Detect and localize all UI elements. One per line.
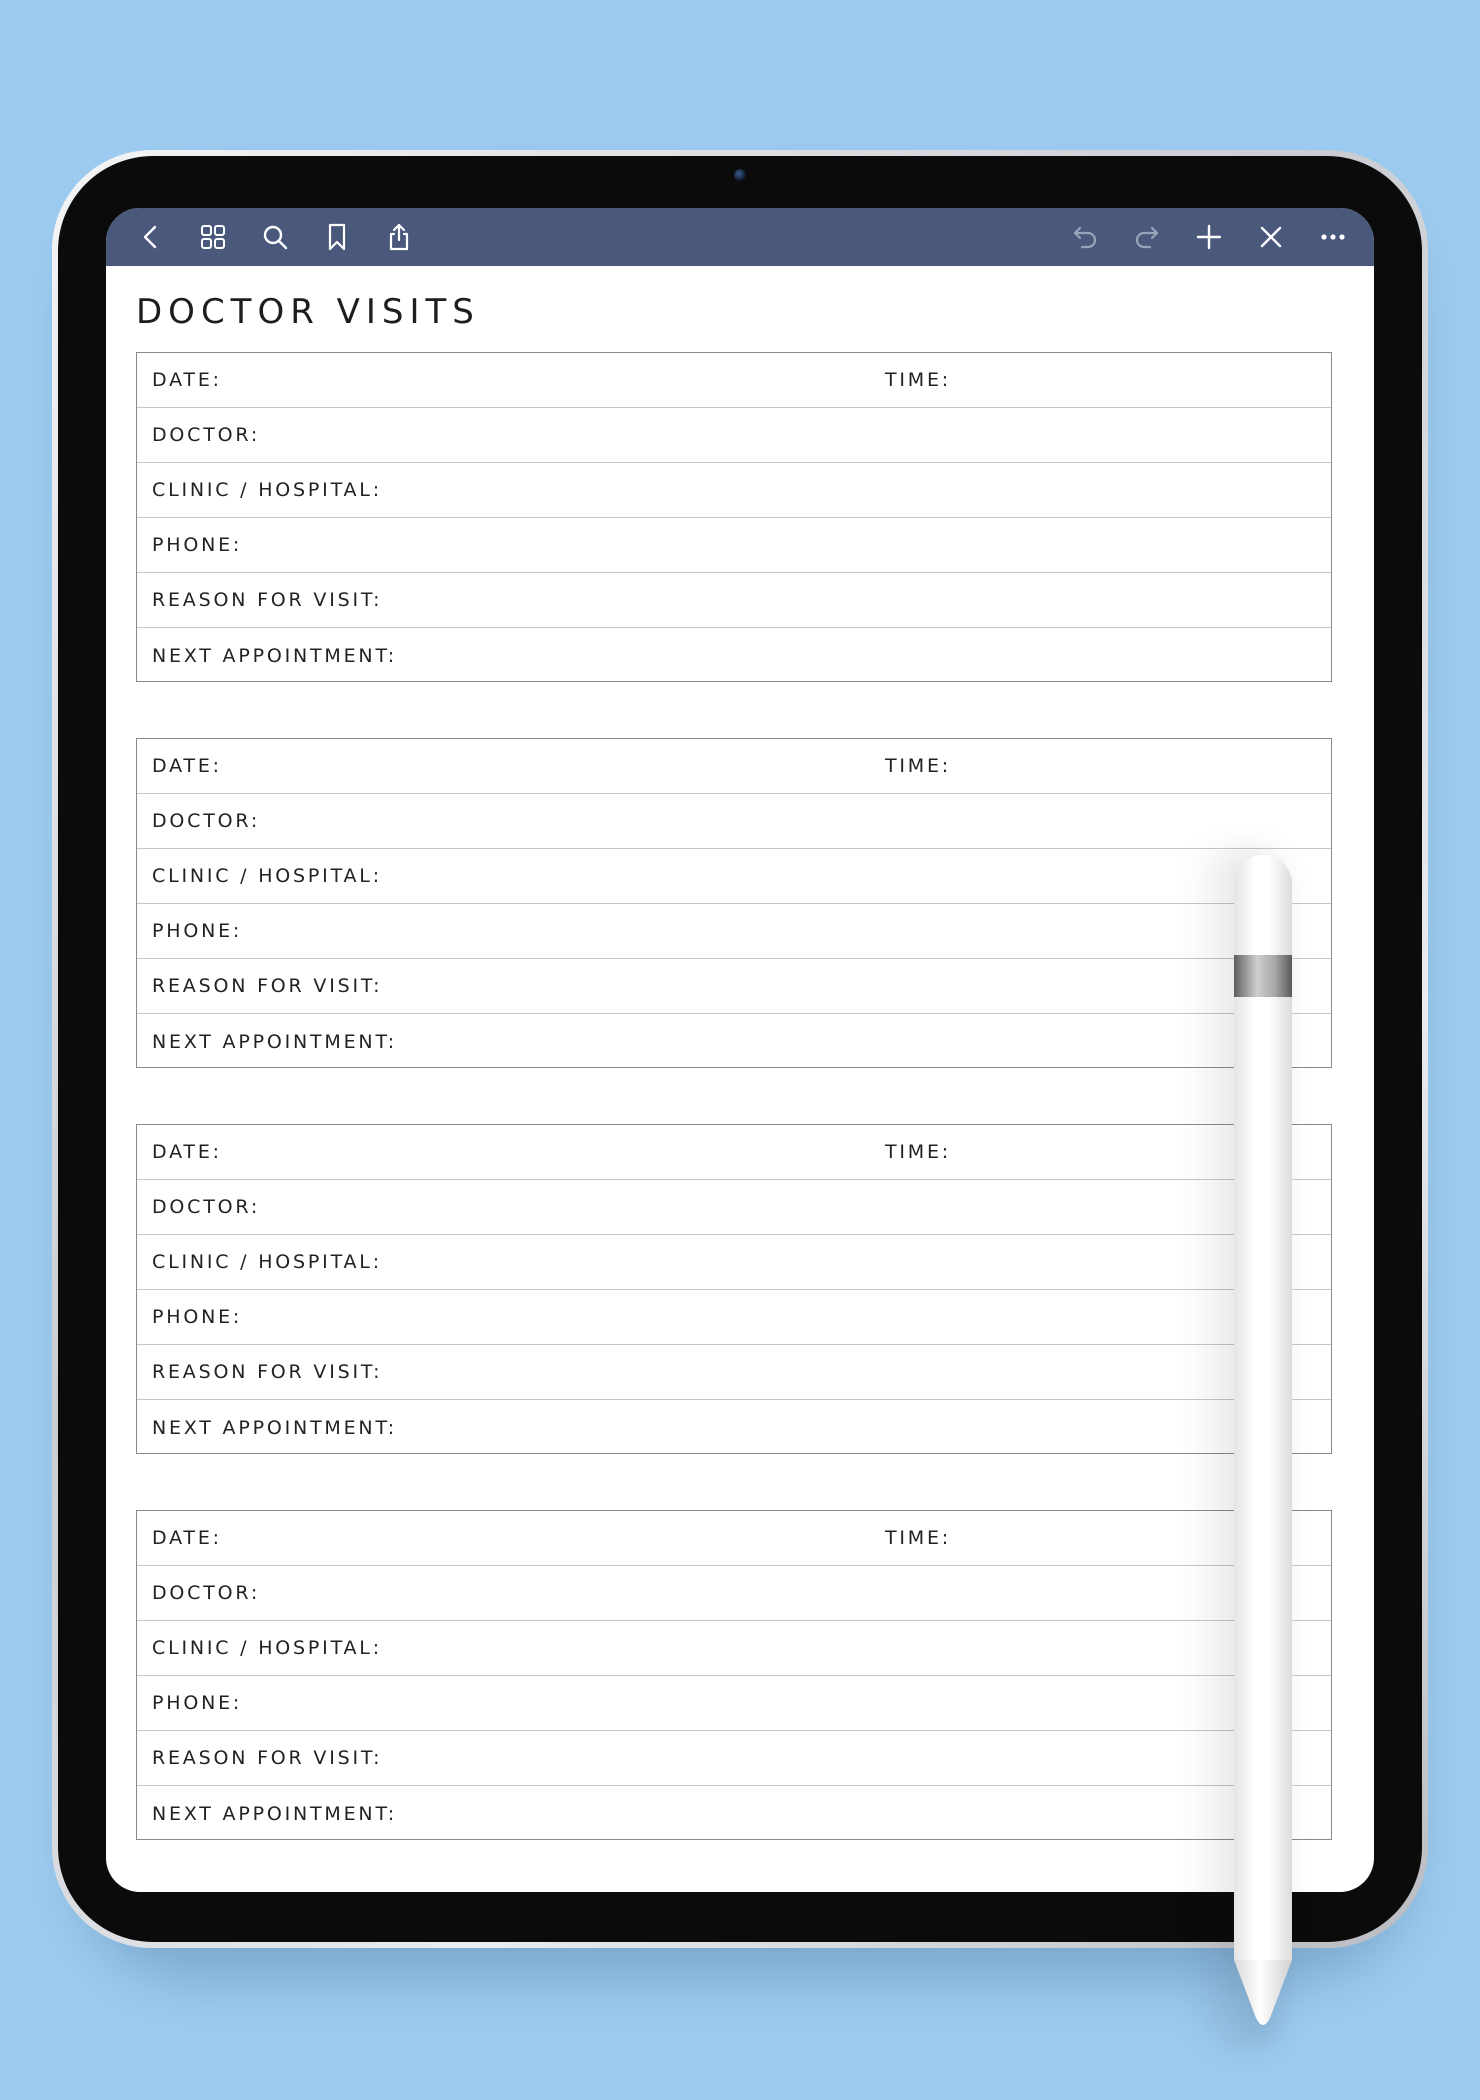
redo-button[interactable]: [1116, 208, 1178, 266]
reason-row[interactable]: [137, 1345, 1331, 1400]
clinic-row[interactable]: [137, 849, 1331, 904]
doctor-row[interactable]: [137, 794, 1331, 849]
next-appointment-row[interactable]: [137, 1014, 1331, 1069]
share-icon: [384, 222, 414, 252]
pen-close-icon: [1256, 222, 1286, 252]
date-label: DATE:: [152, 1141, 222, 1163]
redo-icon: [1132, 222, 1162, 252]
more-button[interactable]: [1302, 208, 1364, 266]
phone-row[interactable]: [137, 904, 1331, 959]
toolbar-left-group: [106, 208, 430, 266]
plus-icon: [1194, 222, 1224, 252]
reason-label: REASON FOR VISIT:: [152, 1747, 383, 1769]
doctor-label: DOCTOR:: [152, 424, 261, 446]
share-button[interactable]: [368, 208, 430, 266]
phone-label: PHONE:: [152, 1306, 243, 1328]
apple-pencil: [1234, 855, 1292, 1965]
undo-icon: [1070, 222, 1100, 252]
phone-row[interactable]: [137, 518, 1331, 573]
next-appointment-row[interactable]: [137, 1400, 1331, 1455]
visit-block-1: [136, 352, 1332, 682]
more-icon: [1318, 222, 1348, 252]
visit-block-3: [136, 1124, 1332, 1454]
doctor-row[interactable]: [137, 1180, 1331, 1235]
chevron-left-icon: [136, 222, 166, 252]
toolbar-right-group: [1054, 208, 1374, 266]
front-camera: [734, 169, 746, 181]
phone-row[interactable]: [137, 1290, 1331, 1345]
time-label: TIME:: [885, 1141, 952, 1163]
ipad-screen: [106, 208, 1374, 1892]
back-button[interactable]: [120, 208, 182, 266]
search-button[interactable]: [244, 208, 306, 266]
next-appointment-label: NEXT APPOINTMENT:: [152, 644, 397, 667]
clinic-row[interactable]: [137, 1621, 1331, 1676]
next-appointment-row[interactable]: [137, 1786, 1331, 1841]
clinic-label: CLINIC / HOSPITAL:: [152, 479, 382, 501]
bookmark-button[interactable]: [306, 208, 368, 266]
reason-row[interactable]: [137, 959, 1331, 1014]
next-appointment-label: NEXT APPOINTMENT:: [152, 1030, 397, 1053]
date-time-row[interactable]: [137, 739, 1331, 794]
reason-label: REASON FOR VISIT:: [152, 975, 383, 997]
reason-row[interactable]: [137, 1731, 1331, 1786]
reason-label: REASON FOR VISIT:: [152, 589, 383, 611]
date-time-row[interactable]: [137, 353, 1331, 408]
clinic-label: CLINIC / HOSPITAL:: [152, 1637, 382, 1659]
doctor-label: DOCTOR:: [152, 1196, 261, 1218]
date-time-row[interactable]: [137, 1511, 1331, 1566]
page-title: DOCTOR VISITS: [136, 292, 480, 332]
thumbnails-button[interactable]: [182, 208, 244, 266]
search-icon: [260, 222, 290, 252]
clinic-row[interactable]: [137, 463, 1331, 518]
bookmark-icon: [322, 222, 352, 252]
grid-icon: [198, 222, 228, 252]
phone-label: PHONE:: [152, 920, 243, 942]
phone-row[interactable]: [137, 1676, 1331, 1731]
clinic-row[interactable]: [137, 1235, 1331, 1290]
reason-label: REASON FOR VISIT:: [152, 1361, 383, 1383]
phone-label: PHONE:: [152, 534, 243, 556]
pencil-band: [1234, 955, 1292, 997]
pencil-tip: [1234, 1960, 1292, 2030]
date-label: DATE:: [152, 755, 222, 777]
next-appointment-label: NEXT APPOINTMENT:: [152, 1802, 397, 1825]
clinic-label: CLINIC / HOSPITAL:: [152, 1251, 382, 1273]
doctor-row[interactable]: [137, 1566, 1331, 1621]
phone-label: PHONE:: [152, 1692, 243, 1714]
next-appointment-row[interactable]: [137, 628, 1331, 683]
doctor-label: DOCTOR:: [152, 810, 261, 832]
next-appointment-label: NEXT APPOINTMENT:: [152, 1416, 397, 1439]
time-label: TIME:: [885, 1527, 952, 1549]
doctor-label: DOCTOR:: [152, 1582, 261, 1604]
date-time-row[interactable]: [137, 1125, 1331, 1180]
add-page-button[interactable]: [1178, 208, 1240, 266]
clinic-label: CLINIC / HOSPITAL:: [152, 865, 382, 887]
pen-tool-button[interactable]: [1240, 208, 1302, 266]
time-label: TIME:: [885, 755, 952, 777]
time-label: TIME:: [885, 369, 952, 391]
undo-button[interactable]: [1054, 208, 1116, 266]
doctor-row[interactable]: [137, 408, 1331, 463]
visit-block-4: [136, 1510, 1332, 1840]
date-label: DATE:: [152, 369, 222, 391]
reason-row[interactable]: [137, 573, 1331, 628]
visit-block-2: [136, 738, 1332, 1068]
date-label: DATE:: [152, 1527, 222, 1549]
app-toolbar: [106, 208, 1374, 266]
